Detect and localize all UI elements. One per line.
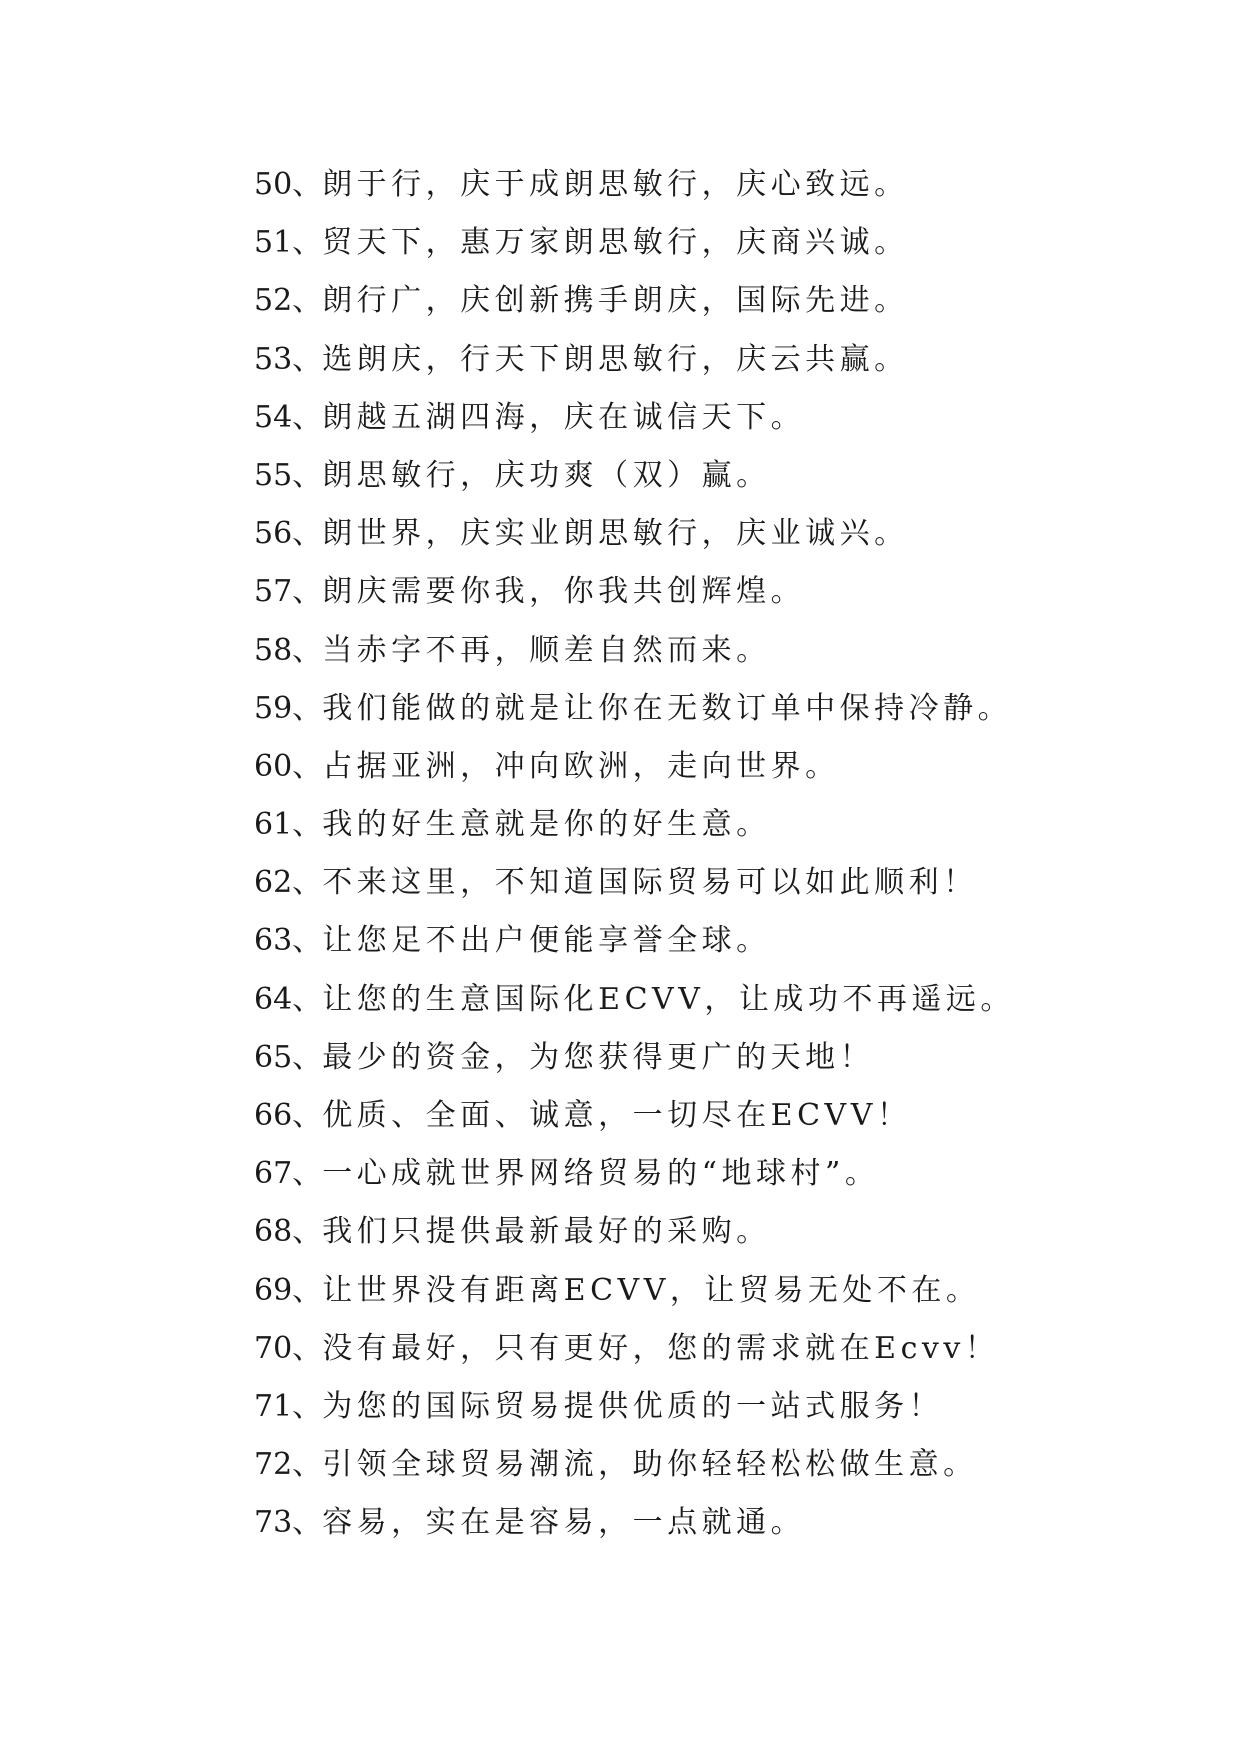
- list-item: [254, 447, 1154, 505]
- list-item: [254, 1145, 1154, 1203]
- list-item: [254, 505, 1154, 563]
- item-text: 朗思敏行，庆功爽（双）赢。: [322, 457, 771, 493]
- list-item: [254, 1378, 1154, 1436]
- list-item: [254, 796, 1154, 854]
- item-text: 朗越五湖四海，庆在诚信天下。: [322, 399, 806, 435]
- item-number: 61、: [254, 807, 323, 843]
- item-number: 63、: [254, 923, 323, 959]
- item-number: 52、: [254, 283, 323, 319]
- item-text: 优质、全面、诚意，一切尽在ECVV！: [322, 1098, 912, 1133]
- item-number: 59、: [254, 690, 323, 726]
- item-number: 72、: [254, 1447, 323, 1483]
- item-text: 朗庆需要你我，你我共创辉煌。: [322, 574, 806, 610]
- item-number: 68、: [254, 1214, 323, 1250]
- list-item: [254, 680, 1154, 738]
- item-text: 占据亚洲，冲向欧洲，走向世界。: [322, 748, 840, 784]
- list-item: [254, 622, 1154, 680]
- item-number: 50、: [254, 167, 323, 202]
- item-text: 让您的生意国际化ECVV，让成功不再遥远。: [322, 981, 1015, 1017]
- item-text: 最少的资金，为您获得更广的天地！: [322, 1039, 875, 1075]
- item-text: 为您的国际贸易提供优质的一站式服务！: [322, 1388, 944, 1424]
- list-item: [254, 1203, 1154, 1261]
- list-item: [254, 1494, 1154, 1552]
- item-number: 62、: [254, 865, 323, 901]
- item-number: 73、: [254, 1505, 323, 1541]
- item-text: 一心成就世界网络贸易的“地球村”。: [322, 1156, 880, 1192]
- item-text: 我们能做的就是让你在无数订单中保持冷静。: [322, 690, 1013, 726]
- item-text: 引领全球贸易潮流，助你轻轻松松做生意。: [322, 1447, 978, 1483]
- list-item: [254, 563, 1154, 621]
- item-number: 71、: [254, 1388, 323, 1424]
- list-item: [254, 1320, 1154, 1378]
- item-text: 当赤字不再，顺差自然而来。: [322, 632, 771, 668]
- item-number: 55、: [254, 457, 323, 493]
- list-item: [254, 854, 1154, 912]
- item-number: 66、: [254, 1098, 323, 1133]
- item-number: 70、: [254, 1330, 323, 1366]
- item-number: 54、: [254, 399, 323, 435]
- item-number: 51、: [254, 225, 323, 261]
- list-item: [254, 331, 1154, 389]
- item-text: 容易，实在是容易，一点就通。: [322, 1505, 806, 1541]
- item-number: 57、: [254, 574, 323, 610]
- item-number: 65、: [254, 1039, 323, 1075]
- item-text: 我们只提供最新最好的采购。: [322, 1214, 771, 1250]
- item-number: 69、: [254, 1272, 323, 1308]
- list-item: [254, 1029, 1154, 1087]
- item-text: 让世界没有距离ECVV，让贸易无处不在。: [322, 1272, 981, 1308]
- list-item: [254, 389, 1154, 447]
- slogan-list: [254, 156, 1154, 1553]
- list-item: [254, 272, 1154, 330]
- item-text: 朗于行，庆于成朗思敏行，庆心致远。: [322, 167, 909, 202]
- item-text: 朗世界，庆实业朗思敏行，庆业诚兴。: [322, 516, 909, 552]
- item-text: 选朗庆，行天下朗思敏行，庆云共赢。: [322, 341, 909, 377]
- item-number: 53、: [254, 341, 323, 377]
- list-item: [254, 1087, 1154, 1145]
- item-text: 不来这里，不知道国际贸易可以如此顺利！: [322, 865, 978, 901]
- item-number: 58、: [254, 632, 323, 668]
- item-text: 没有最好，只有更好，您的需求就在Ecvv！: [322, 1330, 1000, 1366]
- list-item: [254, 214, 1154, 272]
- item-number: 64、: [254, 981, 323, 1017]
- list-item: [254, 971, 1154, 1029]
- item-number: 60、: [254, 748, 323, 784]
- item-text: 贸天下，惠万家朗思敏行，庆商兴诚。: [322, 225, 909, 261]
- list-item: [254, 912, 1154, 970]
- list-item: [254, 156, 1154, 214]
- item-text: 朗行广，庆创新携手朗庆，国际先进。: [322, 283, 909, 319]
- item-number: 56、: [254, 516, 323, 552]
- list-item: [254, 738, 1154, 796]
- item-number: 67、: [254, 1156, 323, 1192]
- list-item: [254, 1262, 1154, 1320]
- item-text: 我的好生意就是你的好生意。: [322, 807, 771, 843]
- item-text: 让您足不出户便能享誉全球。: [322, 923, 771, 959]
- list-item: [254, 1436, 1154, 1494]
